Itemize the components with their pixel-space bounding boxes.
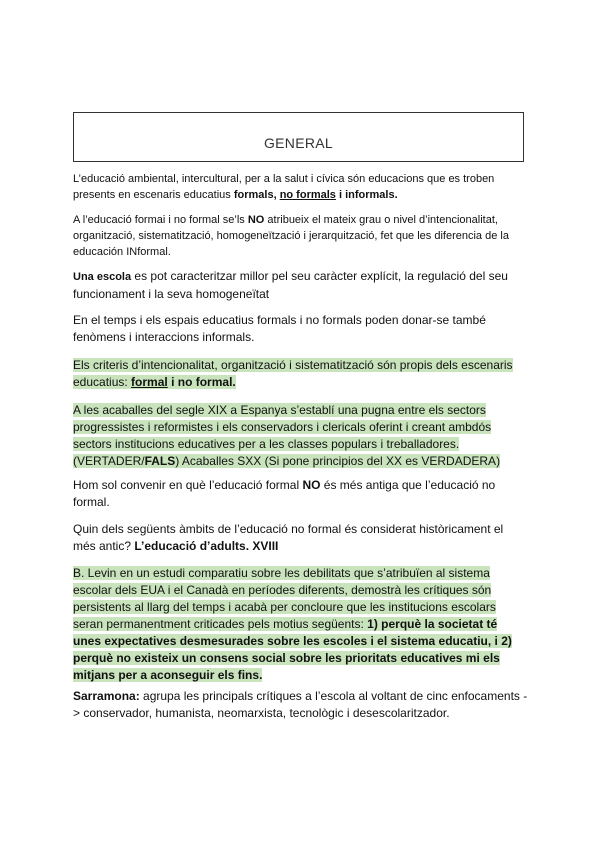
- text: és més antiga que l’educació no formal.: [73, 478, 496, 509]
- highlighted-bold-text: i no formal.: [167, 375, 236, 389]
- bold-text: L’educació d’adults. XVIII: [134, 539, 279, 553]
- bold-text: NO: [247, 214, 265, 226]
- paragraph-criteris: [73, 357, 528, 391]
- highlighted-text: A les acaballes del segle XIX a Espanya s’establí una pugna entre els sectors progressistes i reformistes i els conservadors i clericals oferint i creant ambdós sectors institucions educatives per a les classes populars i treballadores. (VERTADER/: [73, 403, 492, 468]
- text: L’educació ambiental, intercultural, per a la salut i cívica són educacions que es troben presents en escenaris educatius: [73, 173, 495, 201]
- text: A l’educació formai i no formal se’ls: [73, 214, 248, 226]
- bold-text: Sarramona:: [73, 689, 140, 703]
- paragraph-informals: [73, 312, 528, 346]
- bold-text: NO: [302, 478, 321, 492]
- bold-text: Una escola: [73, 271, 132, 283]
- title-box: [73, 112, 524, 162]
- paragraph-segle-xix: [73, 402, 528, 470]
- paragraph-adults: [73, 521, 528, 555]
- highlighted-bold-underlined-text: formal: [131, 375, 168, 389]
- paragraph-formal-no-formal: [73, 212, 528, 260]
- text: es pot caracteritzar millor pel seu caràcter explícit, la regulació del seu funcionament i la seva homogeneïtat: [73, 269, 508, 301]
- text: Hom sol convenir en què l’educació formal: [73, 478, 303, 492]
- paragraph-antiga: [73, 477, 528, 511]
- highlighted-bold-text: 1) perquè la societat té unes expectatives desmesurades sobre les escoles i el sistema educatiu, i 2) perquè no existeix un consens social sobre les prioritats educatives mi els mitjans per a aconseguir els fins.: [73, 617, 512, 682]
- page-title: GENERAL: [263, 135, 333, 151]
- text: atribueix el mateix grau o nivel d’intencionalitat, organització, sistematització, homogeneïtzació i jerarquització, fet que les diferencia de la educación INformal.: [73, 214, 509, 258]
- paragraph-escola: [73, 268, 528, 303]
- highlighted-text: ) Acaballes SXX (Si pone principios del XX es VERDADERA): [175, 454, 501, 468]
- paragraph-sarramona: [73, 688, 528, 722]
- text: En el temps i els espais educatius formals i no formals poden donar-se també fenòmens i interaccions informals.: [73, 313, 486, 344]
- bold-text: formals,: [233, 189, 280, 201]
- paragraph-educacions: [73, 171, 528, 203]
- text: agrupa les principals crítiques a l’escola al voltant de cinc enfocaments -> conservador, humanista, neomarxista, tecnològic i desescolaritzador.: [73, 689, 528, 720]
- highlighted-text: Els criteris d’intencionalitat, organització i sistematització són propis dels escenaris educatius:: [73, 358, 513, 389]
- highlighted-bold-text: FALS: [144, 454, 176, 468]
- highlighted-text: B. Levin en un estudi comparatiu sobre les debilitats que s’atribuïen al sistema escolar dels EUA i el Canadà en períodes diferents, demostrà les crítiques són persistents al llarg del temps i acabà per concloure que les institucions escolars seran permanentment criticades pels motius següents:: [73, 566, 496, 631]
- bold-underlined-text: no formals: [279, 189, 336, 201]
- bold-text: i informals.: [335, 189, 398, 201]
- paragraph-levin: [73, 565, 528, 684]
- text: Quin dels següents àmbits de l’educació no formal és considerat històricament el més antic?: [73, 522, 504, 553]
